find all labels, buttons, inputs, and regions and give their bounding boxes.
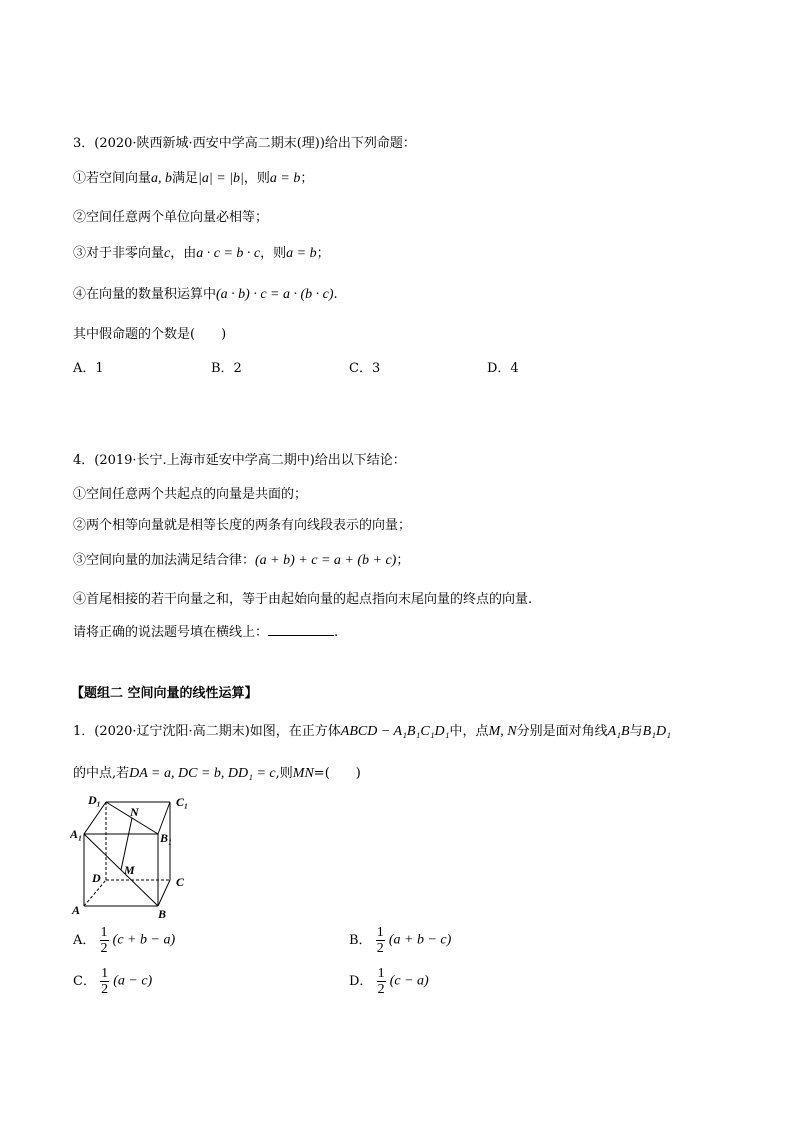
q3-s3-then: ，则 (260, 246, 287, 261)
q3-s3-vec: c (164, 246, 171, 261)
q3-s1-pre: ①若空间向量 (73, 171, 152, 186)
q3-s1-concl: a = b (269, 171, 301, 186)
q3-s3-pre: ③对于非零向量 (73, 246, 165, 261)
option-letter: D． (349, 974, 373, 989)
q4-statement-4: ④首尾相接的若干向量之和，等于由起始向量的起点指向末尾向量的终点的向量. (73, 592, 533, 607)
label-m: M (124, 863, 135, 877)
g2q1-option-a (73, 925, 175, 956)
fraction (377, 966, 386, 997)
option-expr: (c + b − a) (112, 932, 176, 948)
label-c1: C₁ (176, 795, 189, 809)
edge-bc (158, 880, 170, 906)
label-n: N (130, 805, 139, 819)
g2q1-cond: DA = a, DC = b, DD₁ = c (129, 766, 276, 781)
q3-statement-3 (73, 246, 330, 262)
g2q1-head-mid: 中，点 (449, 724, 489, 739)
q3-statement-4 (73, 287, 338, 303)
option-letter: A． (73, 933, 96, 948)
g2q1-option-c (73, 966, 152, 997)
option-letter: B． (349, 933, 372, 948)
fraction (376, 925, 385, 956)
q4-ask-text: 请将正确的说法题号填在横线上： (73, 625, 269, 640)
label-a: A (72, 903, 81, 917)
edge-b1c1 (158, 802, 170, 834)
option-expr: (c − a) (389, 973, 429, 989)
q3-option-a: A．1 (73, 361, 104, 376)
q3-s1-cond: |a| = |b| (198, 171, 244, 186)
answer-blank[interactable] (268, 623, 334, 636)
group2-title: 【题组二 空间向量的线性运算】 (71, 686, 258, 701)
g2q1-target: MN (292, 766, 314, 781)
q3-head: 3．(2020·陕西新城·西安中学高二期末(理))给出下列命题： (73, 136, 416, 151)
q4-ask (73, 623, 338, 641)
g2q1-line2-pre: 的中点,若 (73, 766, 130, 781)
g2q1-head-line1 (73, 724, 671, 740)
q3-option-d: D．4 (487, 361, 519, 376)
cube-figure (70, 792, 200, 922)
q3-s3-concl: a = b (286, 246, 317, 261)
q3-s3-cond: a · c = b · c (196, 246, 261, 261)
fraction (100, 925, 109, 956)
q4-statement-1: ①空间任意两个共起点的向量是共面的； (73, 487, 308, 502)
q3-s1-mid: 满足 (172, 171, 199, 186)
g2q1-option-b (349, 925, 451, 956)
q3-statement-2: ②空间任意两个单位向量必相等； (73, 210, 269, 225)
g2q1-b1d1: B₁D₁ (642, 724, 671, 739)
fraction-den: 2 (101, 982, 109, 997)
label-c: C (176, 875, 185, 889)
g2q1-head-pre: 1．(2020·辽宁沈阳·高二期末)如图，在正方体 (73, 724, 341, 739)
fraction-num: 1 (101, 966, 109, 981)
label-d1: D₁ (88, 793, 101, 807)
fraction (100, 966, 109, 997)
q4-statement-2: ②两个相等向量就是相等长度的两条有向线段表示的向量； (73, 518, 412, 533)
label-b: B (158, 907, 167, 921)
q3-ask: 其中假命题的个数是( ) (73, 327, 227, 342)
q3-s3-end: ； (316, 246, 330, 261)
q4-s3-expr: (a + b) + c = a + (b + c) (255, 553, 397, 568)
q4-s3-end: ； (396, 553, 410, 568)
q3-option-b: B．2 (211, 361, 242, 376)
label-b1: B₁ (160, 831, 173, 845)
g2q1-option-d (349, 966, 429, 997)
g2q1-cube: ABCD − A₁B₁C₁D₁ (340, 724, 450, 739)
fraction-den: 2 (376, 941, 384, 956)
option-letter: C． (73, 974, 96, 989)
g2q1-mn: M, N (488, 724, 517, 739)
g2q1-head-and: 与 (629, 724, 643, 739)
g2q1-head-line2 (73, 766, 361, 782)
g2q1-line2-then: ,则 (275, 766, 293, 781)
option-expr: (a − c) (113, 973, 153, 989)
q3-s1-end: ； (300, 171, 314, 186)
label-a1: A₁ (70, 827, 83, 841)
q4-head: 4．(2019·长宁.上海市延安中学高二期中)给出以下结论： (73, 453, 406, 468)
q3-option-c: C．3 (349, 361, 381, 376)
q4-statement-3 (73, 553, 409, 569)
fraction-den: 2 (377, 982, 385, 997)
fraction-num: 1 (376, 925, 384, 940)
q3-s1-then: ，则 (243, 171, 270, 186)
q4-ask-end: . (334, 625, 339, 640)
fraction-den: 2 (100, 941, 108, 956)
q4-s3-pre: ③空间向量的加法满足结合律： (73, 553, 256, 568)
option-expr: (a + b − c) (388, 932, 452, 948)
q3-s4-expr: (a · b) · c = a · (b · c) (216, 287, 334, 302)
g2q1-head-mid2: 分别是面对角线 (516, 724, 608, 739)
g2q1-line2-end: =( ) (313, 766, 361, 781)
label-d: D (92, 871, 101, 885)
q3-s1-vec: a, b (151, 171, 173, 186)
q3-s4-end: . (333, 287, 338, 302)
fraction-num: 1 (377, 966, 385, 981)
q3-s4-pre: ④在向量的数量积运算中 (73, 287, 217, 302)
q3-statement-1 (73, 171, 313, 187)
fraction-num: 1 (100, 925, 108, 940)
q3-s3-mid: ，由 (170, 246, 197, 261)
g2q1-a1b: A₁B (607, 724, 630, 739)
